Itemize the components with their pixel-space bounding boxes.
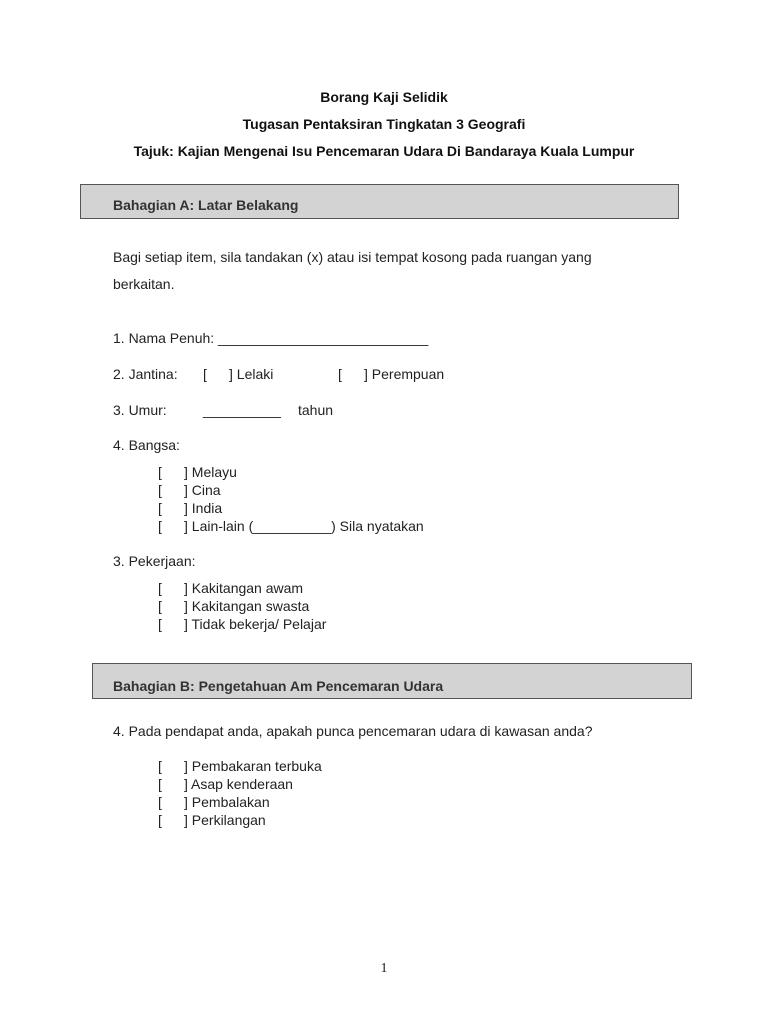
checkbox-bracket[interactable]: [ bbox=[158, 464, 162, 480]
occupation-option-public[interactable] bbox=[158, 580, 303, 596]
checkbox-bracket[interactable]: [ bbox=[158, 812, 162, 828]
question-full-name[interactable]: 1. Nama Penuh: ___________________________ bbox=[113, 330, 429, 346]
option-label: ] Perkilangan bbox=[184, 812, 266, 828]
occupation-option-student[interactable] bbox=[158, 616, 326, 632]
checkbox-bracket[interactable]: [ bbox=[158, 500, 162, 516]
question-race-label: 4. Bangsa: bbox=[113, 437, 180, 453]
age-input-blank[interactable]: __________ bbox=[203, 402, 281, 418]
option-label: ] Lain-lain (__________) Sila nyatakan bbox=[184, 518, 424, 534]
page-number: 1 bbox=[380, 961, 388, 976]
race-option-indian[interactable] bbox=[158, 500, 222, 516]
option-label: ] Pembakaran terbuka bbox=[184, 758, 322, 774]
question-gender-label: 2. Jantina: bbox=[113, 366, 178, 382]
gender-female-label: ] Perempuan bbox=[364, 366, 445, 382]
source-option-logging[interactable] bbox=[158, 794, 270, 810]
race-option-chinese[interactable] bbox=[158, 482, 221, 498]
checkbox-bracket[interactable]: [ bbox=[158, 598, 162, 614]
race-option-malay[interactable] bbox=[158, 464, 237, 480]
gender-male-label: ] Lelaki bbox=[229, 366, 274, 382]
topic-title: Tajuk: Kajian Mengenai Isu Pencemaran Udara Di Bandaraya Kuala Lumpur bbox=[133, 143, 635, 159]
question-age-label: 3. Umur: bbox=[113, 402, 167, 418]
instruction-text-line-2: berkaitan. bbox=[113, 276, 175, 292]
option-label: ] India bbox=[184, 500, 223, 516]
source-option-open-burning[interactable] bbox=[158, 758, 322, 774]
option-label: ] Asap kenderaan bbox=[184, 776, 293, 792]
source-option-vehicle-smoke[interactable] bbox=[158, 776, 293, 792]
race-option-other[interactable] bbox=[158, 518, 424, 534]
age-unit: tahun bbox=[298, 402, 334, 418]
form-title: Borang Kaji Selidik bbox=[320, 89, 448, 105]
checkbox-bracket[interactable]: [ bbox=[158, 518, 162, 534]
checkbox-bracket[interactable]: [ bbox=[158, 616, 162, 632]
option-label: ] Kakitangan awam bbox=[184, 580, 304, 596]
gender-male-checkbox[interactable]: [ bbox=[203, 366, 207, 382]
checkbox-bracket[interactable]: [ bbox=[158, 794, 162, 810]
section-a-heading: Bahagian A: Latar Belakang bbox=[113, 197, 299, 213]
checkbox-bracket[interactable]: [ bbox=[158, 580, 162, 596]
checkbox-bracket[interactable]: [ bbox=[158, 482, 162, 498]
checkbox-bracket[interactable]: [ bbox=[158, 776, 162, 792]
option-label: ] Cina bbox=[184, 482, 221, 498]
question-pollution-source: 4. Pada pendapat anda, apakah punca pencemaran udara di kawasan anda? bbox=[113, 723, 593, 739]
option-label: ] Tidak bekerja/ Pelajar bbox=[184, 616, 327, 632]
checkbox-bracket[interactable]: [ bbox=[158, 758, 162, 774]
instruction-text-line-1: Bagi setiap item, sila tandakan (x) atau isi tempat kosong pada ruangan yang bbox=[113, 249, 592, 265]
question-occupation-label: 3. Pekerjaan: bbox=[113, 553, 196, 569]
occupation-option-private[interactable] bbox=[158, 598, 309, 614]
option-label: ] Melayu bbox=[184, 464, 237, 480]
option-label: ] Pembalakan bbox=[184, 794, 270, 810]
source-option-factories[interactable] bbox=[158, 812, 266, 828]
option-label: ] Kakitangan swasta bbox=[184, 598, 310, 614]
assignment-title: Tugasan Pentaksiran Tingkatan 3 Geografi bbox=[242, 116, 526, 132]
section-b-heading: Bahagian B: Pengetahuan Am Pencemaran Udara bbox=[113, 678, 444, 694]
gender-female-checkbox[interactable]: [ bbox=[338, 366, 342, 382]
